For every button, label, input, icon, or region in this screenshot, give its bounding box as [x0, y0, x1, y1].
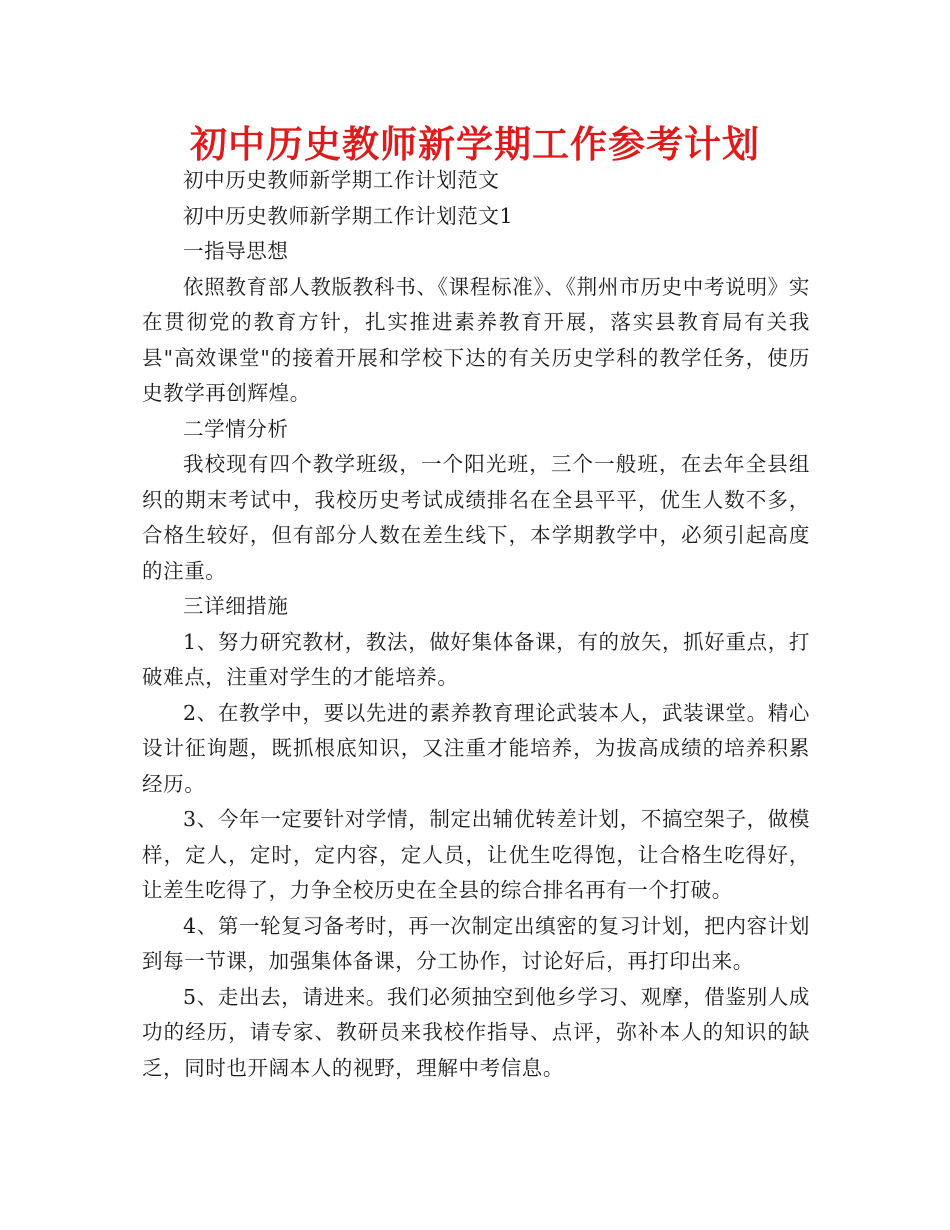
measure-item-1: 1、努力研究教材，教法，做好集体备课，有的放矢，抓好重点，打破难点，注重对学生的才能培养。 [142, 629, 810, 689]
document-title: 初中历史教师新学期工作参考计划 [190, 123, 760, 166]
paragraph-guiding-thought: 依照教育部人教版教科书、《课程标准》、《荆州市历史中考说明》实在贯彻党的教育方针，扎实推进素养教育开展，落实县教育局有关我县"高效课堂"的接着开展和学校下达的有关历史学科的教学任务，使历史教学再创辉煌。 [142, 274, 810, 405]
subtitle-paragraph: 初中历史教师新学期工作计划范文 [183, 168, 500, 192]
measure-item-2: 2、在教学中，要以先进的素养教育理论武装本人，武装课堂。精心设计征询题，既抓根底知识，又注重才能培养，为拔高成绩的培养积累经历。 [142, 700, 810, 796]
document-body [142, 163, 810, 1086]
section-heading-situation-analysis: 二学情分析 [183, 416, 289, 441]
sample-heading: 初中历史教师新学期工作计划范文1 [183, 203, 514, 228]
measure-item-3: 3、今年一定要针对学情，制定出辅优转差计划，不搞空架子，做模样，定人，定时，定内容，定人员，让优生吃得饱，让合格生吃得好，让差生吃得了，力争全校历史在全县的综合排名再有一个打破。 [142, 807, 810, 902]
section-heading-guiding-thought: 一指导思想 [183, 239, 289, 263]
measure-item-4: 4、第一轮复习备考时，再一次制定出缜密的复习计划，把内容计划到每一节课，加强集体备课，分工协作，讨论好后，再打印出来。 [142, 913, 810, 973]
section-heading-measures: 三详细措施 [183, 594, 289, 618]
paragraph-situation-analysis: 我校现有四个教学班级，一个阳光班，三个一般班，在去年全县组织的期末考试中，我校历史考试成绩排名在全县平平，优生人数不多，合格生较好，但有部分人数在差生线下，本学期教学中，必须引起高度的注重。 [142, 452, 810, 583]
measure-item-5: 5、走出去，请进来。我们必须抽空到他乡学习、观摩，借鉴别人成功的经历，请专家、教研员来我校作指导、点评，弥补本人的知识的缺乏，同时也开阔本人的视野，理解中考信息。 [142, 984, 810, 1080]
